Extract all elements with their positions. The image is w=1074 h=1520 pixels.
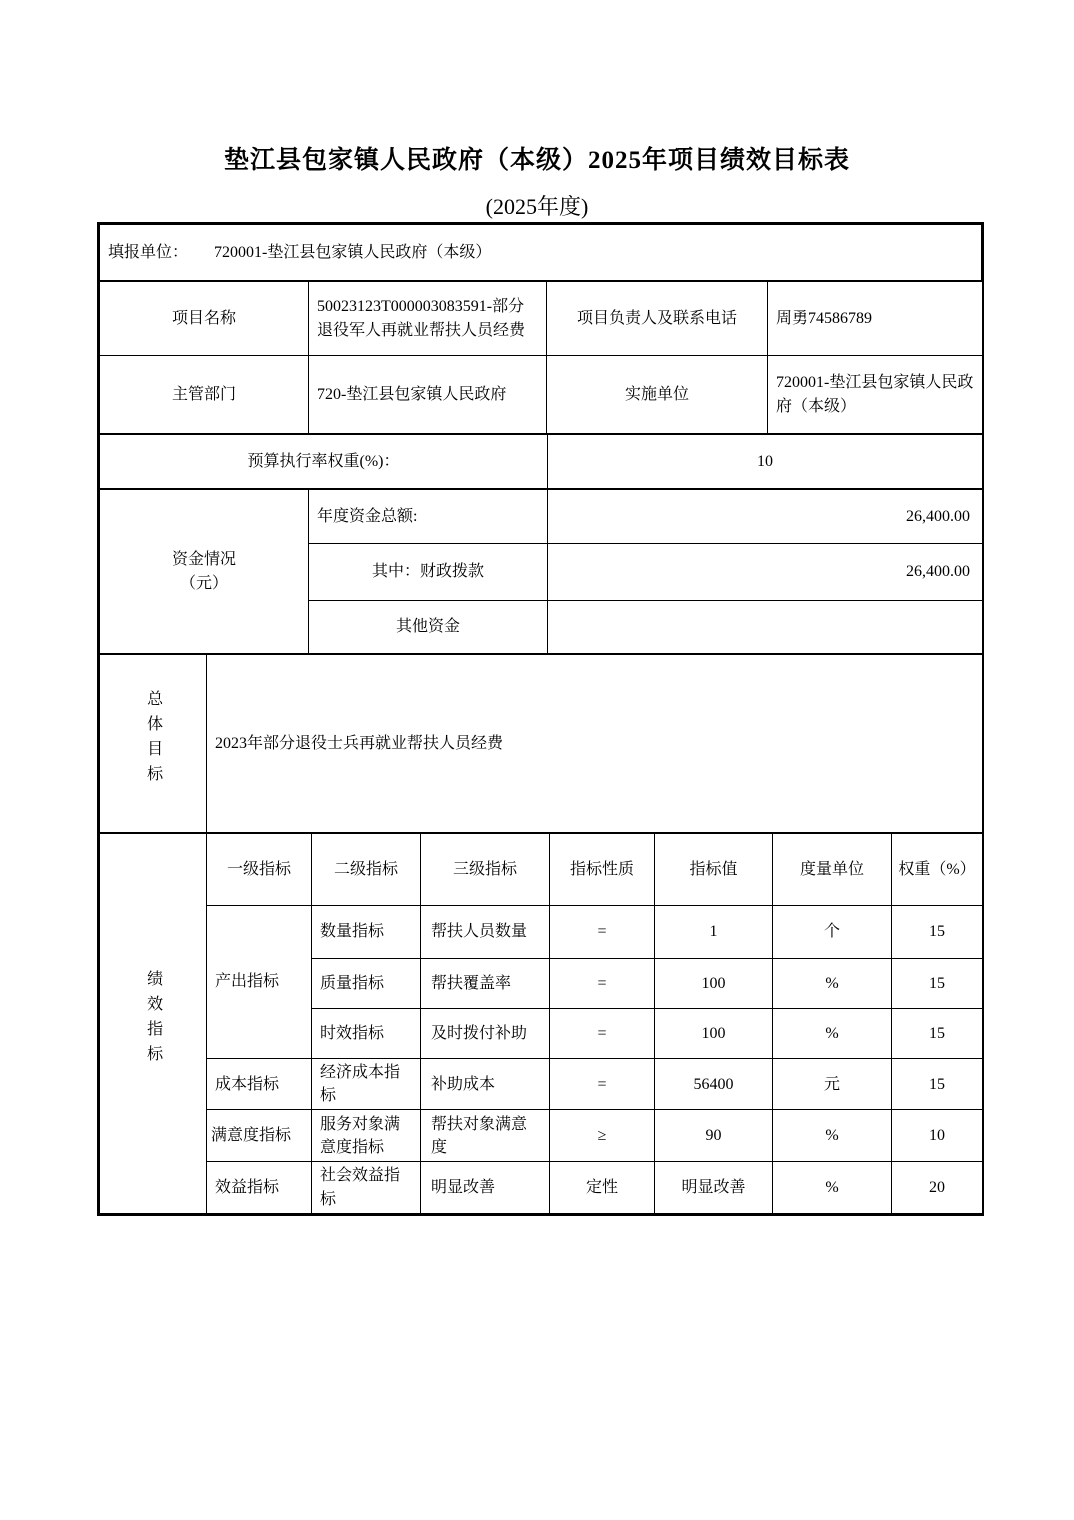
indicator-weight: 10 [892, 1110, 983, 1162]
indicator-level3: 补助成本 [421, 1059, 550, 1110]
indicators-group-label-cell [100, 834, 207, 1214]
indicators-group-label: 绩效指标 [144, 969, 162, 1070]
overall-goal-label: 总体目标 [144, 689, 162, 790]
overall-goal-label-cell [100, 655, 207, 833]
indicator-unit: % [773, 959, 892, 1009]
funds-section [99, 489, 983, 654]
indicator-level2: 质量指标 [312, 959, 421, 1009]
indicator-level1: 满意度指标 [207, 1110, 312, 1162]
table-row [100, 906, 983, 959]
project-name-label: 项目名称 [100, 282, 309, 356]
impl-unit-label: 实施单位 [547, 356, 768, 434]
indicator-value: 明显改善 [655, 1162, 773, 1213]
project-info-section [99, 281, 983, 434]
indicator-unit: % [773, 1009, 892, 1059]
indicator-value: 1 [655, 906, 773, 959]
header-nature: 指标性质 [550, 834, 655, 906]
indicator-nature: = [550, 1009, 655, 1059]
budget-rate-section [99, 434, 983, 489]
header-unit: 度量单位 [773, 834, 892, 906]
overall-goal-value: 2023年部分退役士兵再就业帮扶人员经费 [207, 655, 983, 833]
indicator-nature: = [550, 906, 655, 959]
indicator-nature: 定性 [550, 1162, 655, 1213]
budget-rate-value: 10 [548, 435, 983, 489]
reporting-unit-section [99, 224, 982, 281]
project-manager-label: 项目负责人及联系电话 [547, 282, 768, 356]
funds-total-value: 26,400.00 [548, 490, 983, 544]
header-value: 指标值 [655, 834, 773, 906]
indicator-weight: 15 [892, 1059, 983, 1110]
table-row [100, 1059, 983, 1110]
reporting-unit-label: 填报单位： [108, 243, 189, 261]
document-title: 垫江县包家镇人民政府（本级）2025年项目绩效目标表 [223, 147, 850, 174]
reporting-unit-value: 720001-垫江县包家镇人民政府（本级） [214, 243, 492, 261]
indicator-value: 56400 [655, 1059, 773, 1110]
indicator-value: 90 [655, 1110, 773, 1162]
indicator-level2: 时效指标 [312, 1009, 421, 1059]
indicator-level3: 明显改善 [421, 1162, 550, 1213]
indicator-level2: 经济成本指标 [312, 1059, 421, 1110]
indicator-value: 100 [655, 959, 773, 1009]
funds-fiscal-value: 26,400.00 [548, 544, 983, 601]
budget-rate-label: 预算执行率权重(%)： [100, 435, 548, 489]
indicator-weight: 15 [892, 959, 983, 1009]
overall-goal-section [99, 654, 983, 833]
indicator-weight: 15 [892, 906, 983, 959]
project-manager-value: 周勇74586789 [768, 282, 983, 356]
indicator-level3: 及时拨付补助 [421, 1009, 550, 1059]
header-level1: 一级指标 [207, 834, 312, 906]
header-level2: 二级指标 [312, 834, 421, 906]
funds-fiscal-label: 其中：财政拨款 [309, 544, 548, 601]
indicator-unit: % [773, 1110, 892, 1162]
indicator-nature: ≥ [550, 1110, 655, 1162]
indicator-level1: 效益指标 [207, 1162, 312, 1213]
indicator-level1: 产出指标 [207, 906, 312, 1059]
table-row [100, 1110, 983, 1162]
department-value: 720-垫江县包家镇人民政府 [309, 356, 547, 434]
performance-target-table [97, 222, 984, 1216]
indicator-level2: 数量指标 [312, 906, 421, 959]
indicator-level1: 成本指标 [207, 1059, 312, 1110]
indicator-level3: 帮扶人员数量 [421, 906, 550, 959]
indicator-level3: 帮扶覆盖率 [421, 959, 550, 1009]
indicator-unit: 元 [773, 1059, 892, 1110]
indicators-section [99, 833, 983, 1214]
table-row [100, 1162, 983, 1213]
indicator-level2: 社会效益指标 [312, 1162, 421, 1213]
indicator-level3: 帮扶对象满意度 [421, 1110, 550, 1162]
funds-other-value [548, 601, 983, 654]
indicator-unit: 个 [773, 906, 892, 959]
indicator-weight: 15 [892, 1009, 983, 1059]
indicator-value: 100 [655, 1009, 773, 1059]
department-label: 主管部门 [100, 356, 309, 434]
indicator-unit: % [773, 1162, 892, 1213]
funds-group-label: 资金情况 （元） [100, 490, 309, 654]
indicator-level2: 服务对象满意度指标 [312, 1110, 421, 1162]
document-subtitle: (2025年度) [485, 194, 589, 219]
project-name-value: 50023123T000003083591-部分退役军人再就业帮扶人员经费 [309, 282, 547, 356]
impl-unit-value: 720001-垫江县包家镇人民政府（本级） [768, 356, 983, 434]
header-level3: 三级指标 [421, 834, 550, 906]
indicator-nature: = [550, 1059, 655, 1110]
indicator-weight: 20 [892, 1162, 983, 1213]
reporting-unit-cell [100, 225, 982, 281]
funds-other-label: 其他资金 [309, 601, 548, 654]
funds-total-label: 年度资金总额: [309, 490, 548, 544]
header-weight: 权重（%） [892, 834, 983, 906]
indicator-nature: = [550, 959, 655, 1009]
